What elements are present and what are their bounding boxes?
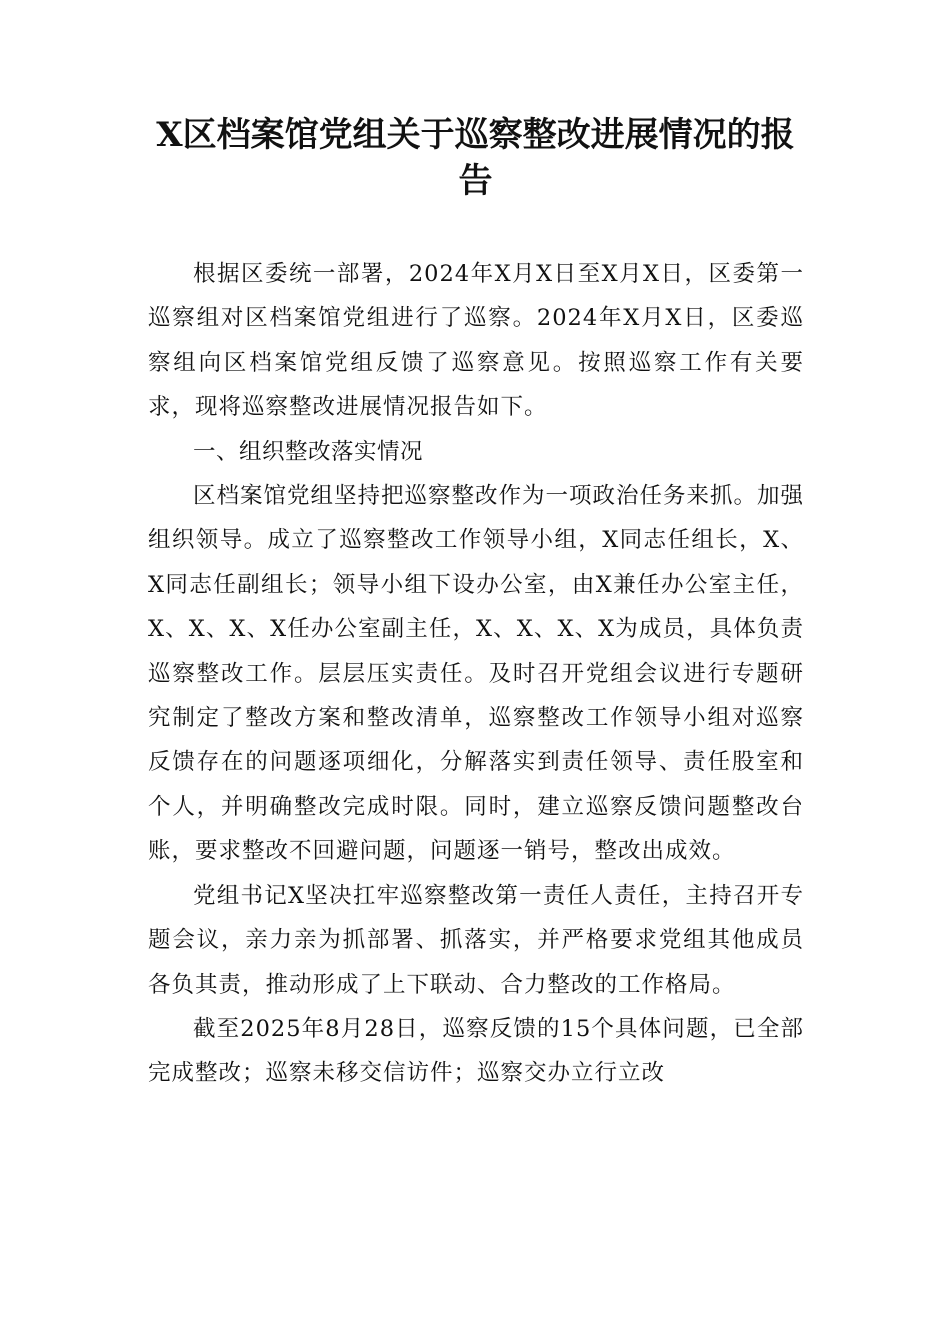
section-heading: 一、组织整改落实情况 bbox=[193, 438, 424, 465]
document-body bbox=[148, 252, 804, 1096]
section-paragraph-2: 党组书记X坚决扛牢巡察整改第一责任人责任，主持召开专题会议，亲力亲为抓部署、抓落实，并严格要求党组其他成员各负其责，推动形成了上下联动、合力整改的工作格局。 bbox=[148, 882, 804, 998]
section-paragraph-1: 区档案馆党组坚持把巡察整改作为一项政治任务来抓。加强组织领导。成立了巡察整改工作领导小组，X同志任组长，X、X同志任副组长；领导小组下设办公室，由X兼任办公室主任，X、X、X、X任办公室副主任，X、X、X、X为成员，具体负责巡察整改工作。层层压实责任。及时召开党组会议进行专题研究制定了整改方案和整改清单，巡察整改工作领导小组对巡察反馈存在的问题逐项细化，分解落实到责任领导、责任股室和个人，并明确整改完成时限。同时，建立巡察反馈问题整改台账，要求整改不回避问题，问题逐一销号，整改出成效。 bbox=[148, 483, 805, 865]
section-paragraph-3: 截至2025年8月28日，巡察反馈的15个具体问题，已全部完成整改；巡察未移交信访件；巡察交办立行立改 bbox=[148, 1015, 804, 1087]
intro-paragraph: 根据区委统一部署，2024年X月X日至X月X日，区委第一巡察组对区档案馆党组进行了巡察。2024年X月X日，区委巡察组向区档案馆党组反馈了巡察意见。按照巡察工作有关要求，现将巡察整改进展情况报告如下。 bbox=[148, 261, 804, 421]
document-title: X区档案馆党组关于巡察整改进展情况的报告 bbox=[156, 115, 795, 201]
